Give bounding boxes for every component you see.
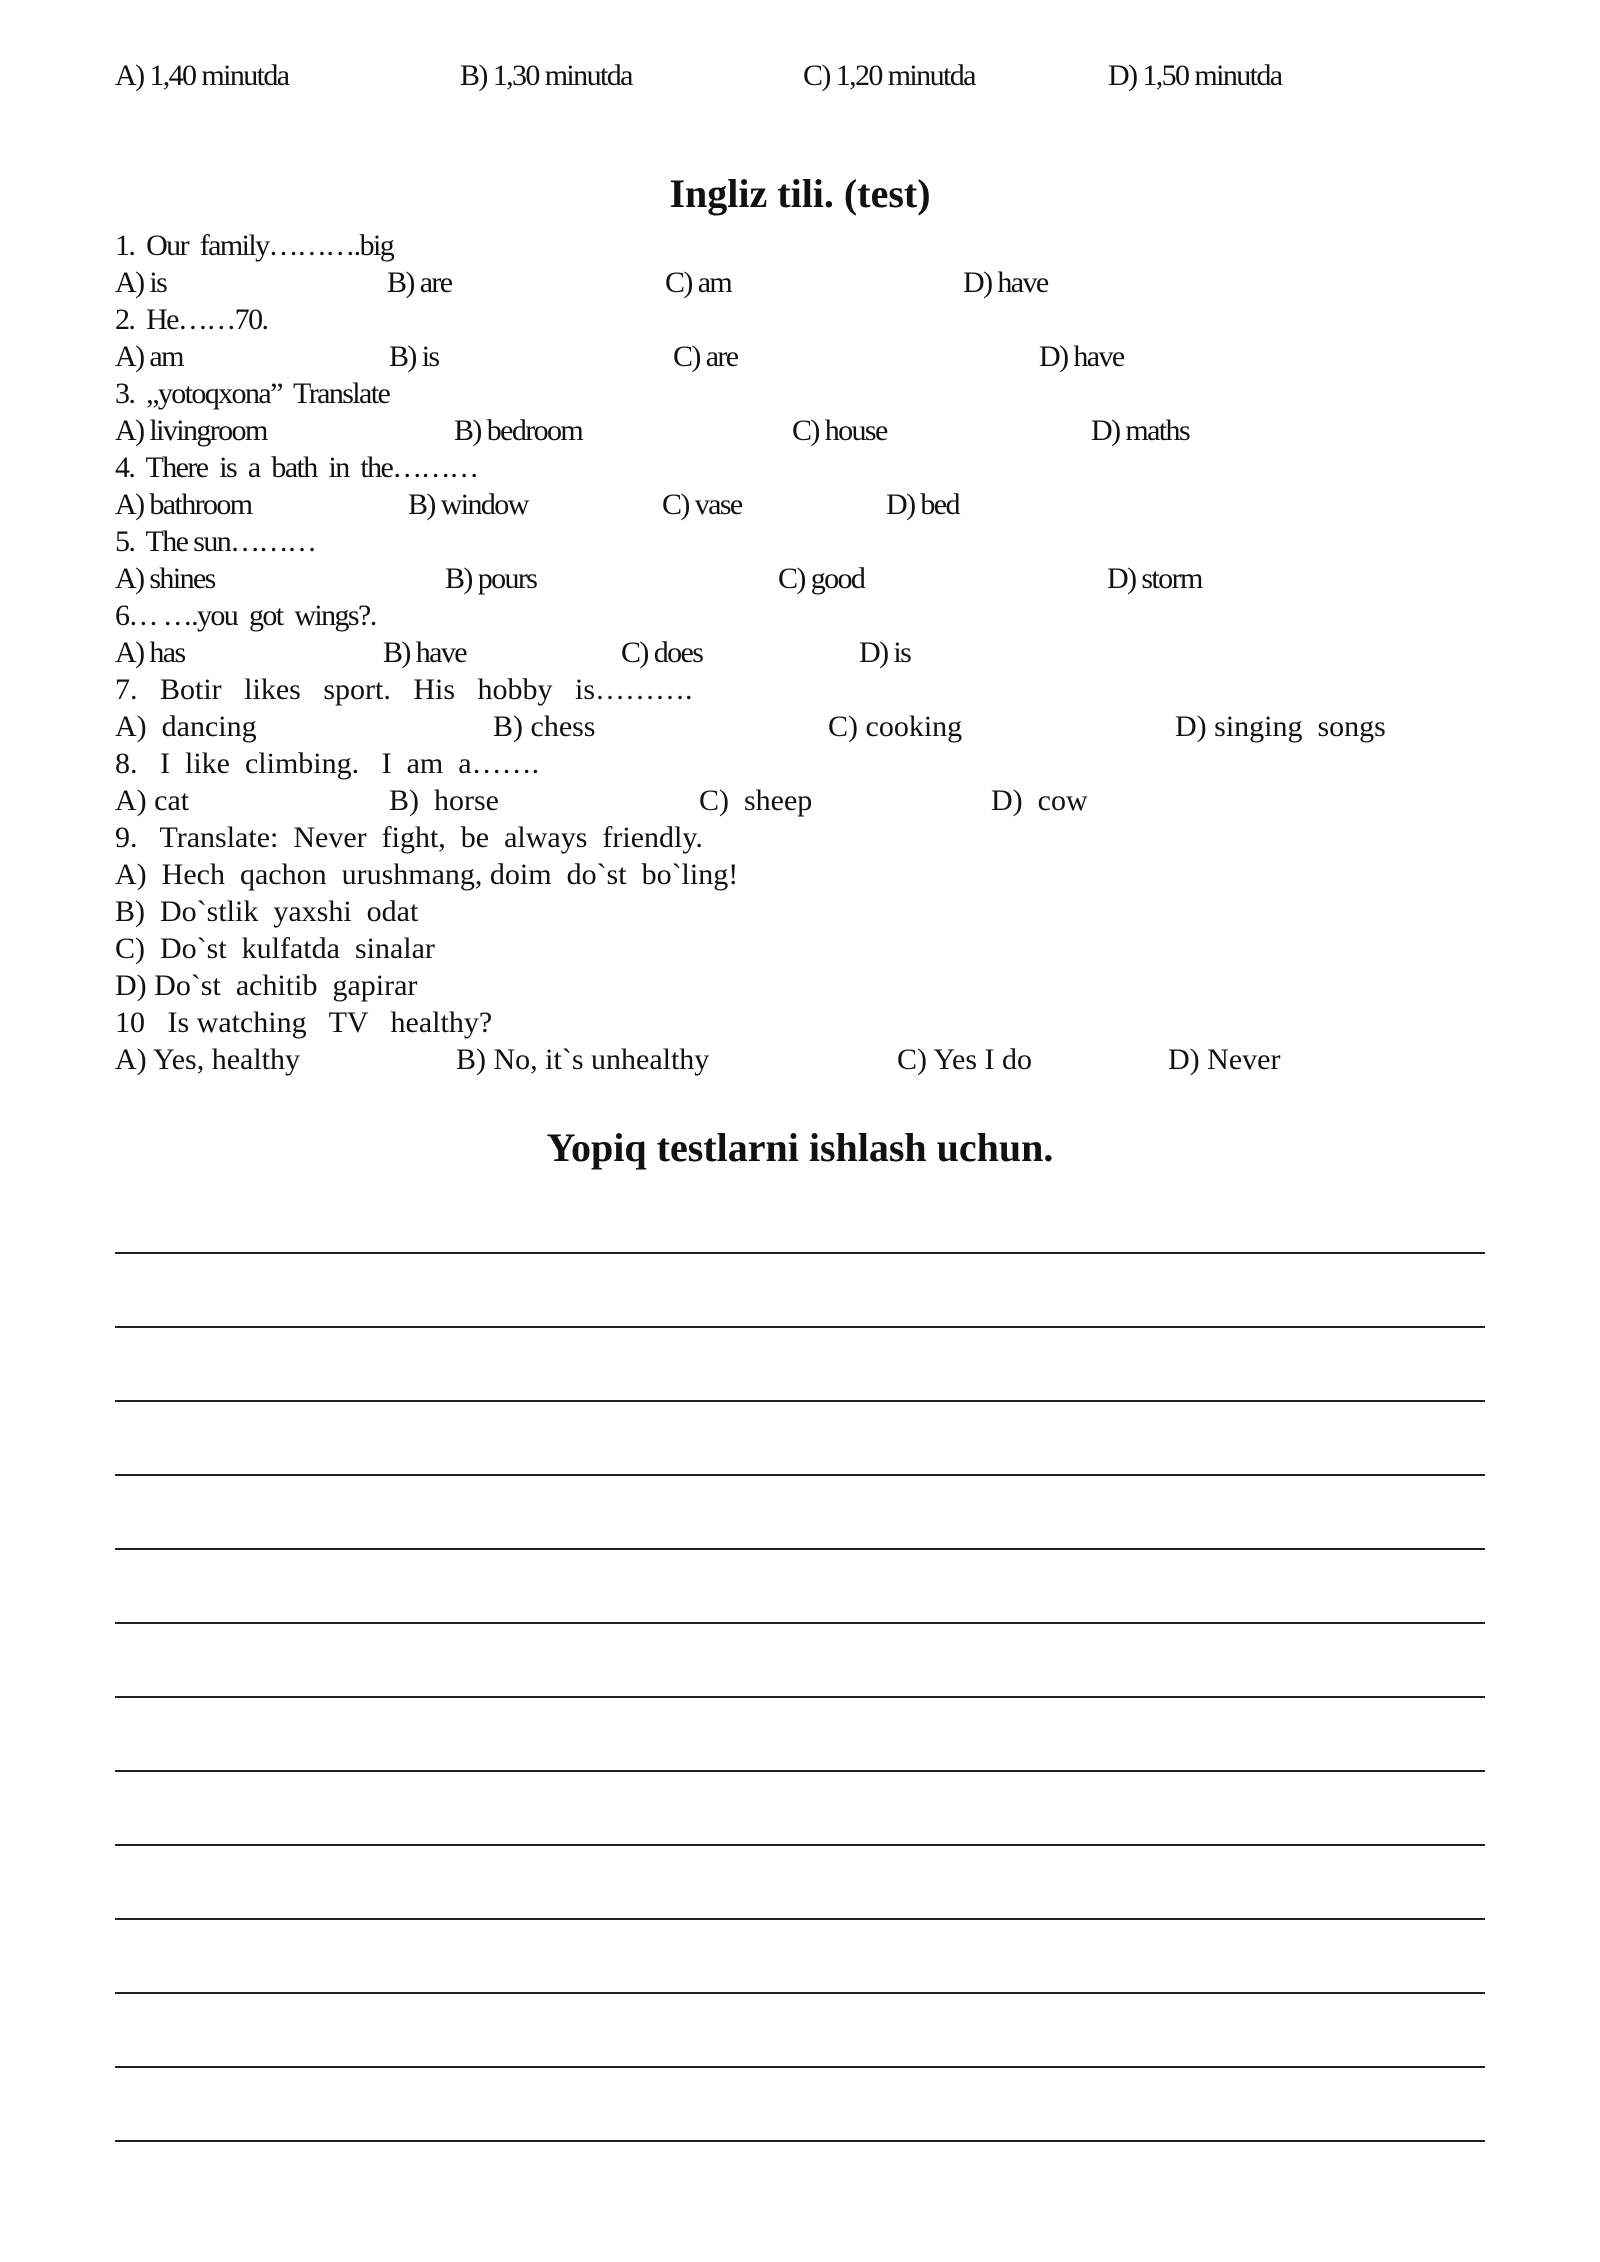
option-c: C) good — [778, 562, 865, 595]
option-c: C) sheep — [699, 784, 813, 817]
question-text: 7. Botir likes sport. His hobby is………. — [115, 673, 693, 706]
option-b: B) are — [387, 266, 452, 299]
option-d: D) have — [963, 266, 1048, 299]
option-a: A) has — [115, 636, 185, 669]
question-9-option-a — [115, 857, 1485, 893]
option-c: C) house — [792, 414, 887, 447]
option-c: C) cooking — [828, 710, 963, 743]
option-b: B) 1,30 minutda — [460, 59, 632, 92]
option-c: C) does — [621, 636, 703, 669]
option-d: D) maths — [1091, 414, 1190, 447]
answer-line — [115, 1770, 1485, 1772]
option-d: D) Never — [1168, 1043, 1281, 1076]
question-text: 5. The sun……… — [115, 525, 316, 558]
question-text: 1. Our family……….big — [115, 229, 394, 262]
question-text: 6… ….you got wings?. — [115, 599, 376, 632]
option-a: A) cat — [115, 784, 190, 817]
option-a: A) Yes, healthy — [115, 1043, 300, 1076]
option-b: B) No, it`s unhealthy — [456, 1043, 710, 1076]
question-8 — [115, 746, 1485, 782]
question-4 — [115, 450, 1485, 486]
option-d: D) 1,50 minutda — [1108, 59, 1282, 92]
answer-line — [115, 1548, 1485, 1550]
option-a: A) 1,40 minutda — [115, 59, 289, 92]
option-b: B) horse — [389, 784, 499, 817]
option-c: C) are — [673, 340, 738, 373]
question-9-option-c — [115, 931, 1485, 967]
answer-line — [115, 1992, 1485, 1994]
question-1-options — [115, 265, 1485, 301]
option-c: C) vase — [662, 488, 742, 521]
question-3-options — [115, 413, 1485, 449]
option-b: B) is — [389, 340, 439, 373]
question-5 — [115, 524, 1485, 560]
option-d: D) is — [859, 636, 911, 669]
answer-line — [115, 1622, 1485, 1624]
answer-line — [115, 1326, 1485, 1328]
answer-line — [115, 2066, 1485, 2068]
option-b: B) Do`stlik yaxshi odat — [115, 895, 419, 928]
question-9 — [115, 820, 1485, 856]
question-4-options — [115, 487, 1485, 523]
option-a: A) Hech qachon urushmang, doim do`st bo`ling! — [115, 858, 739, 891]
question-7 — [115, 672, 1485, 708]
answer-line — [115, 1252, 1485, 1254]
section-title: Ingliz tili. (test) — [669, 171, 931, 216]
answer-line — [115, 1918, 1485, 1920]
option-d: D) cow — [991, 784, 1088, 817]
question-text: 9. Translate: Never fight, be always friendly. — [115, 821, 703, 854]
question-text: 4. There is a bath in the……… — [115, 451, 478, 484]
question-9-option-b — [115, 894, 1485, 930]
option-c: C) am — [665, 266, 732, 299]
option-d: D) have — [1039, 340, 1124, 373]
option-c: C) Yes I do — [897, 1043, 1033, 1076]
question-1 — [115, 228, 1485, 264]
question-6 — [115, 598, 1485, 634]
question-5-options — [115, 561, 1485, 597]
option-a: A) is — [115, 266, 167, 299]
option-a: A) shines — [115, 562, 215, 595]
option-a: A) livingroom — [115, 414, 267, 447]
option-d: D) singing songs — [1175, 710, 1386, 743]
answer-line — [115, 2140, 1485, 2142]
question-text: 2. He……70. — [115, 303, 268, 336]
option-a: A) am — [115, 340, 183, 373]
question-10-options — [115, 1042, 1485, 1078]
option-b: B) have — [383, 636, 466, 669]
question-9-option-d — [115, 968, 1485, 1004]
option-b: B) pours — [445, 562, 537, 595]
option-d: D) bed — [886, 488, 959, 521]
closing-title: Yopiq testlarni ishlash uchun. — [546, 1125, 1054, 1170]
option-a: A) bathroom — [115, 488, 252, 521]
option-d: D) Do`st achitib gapirar — [115, 969, 418, 1002]
question-3 — [115, 376, 1485, 412]
top-options-row — [115, 58, 1485, 94]
answer-line — [115, 1474, 1485, 1476]
question-2-options — [115, 339, 1485, 375]
option-b: B) window — [408, 488, 528, 521]
question-text: 10 Is watching TV healthy? — [115, 1006, 493, 1039]
question-2 — [115, 302, 1485, 338]
option-a: A) dancing — [115, 710, 257, 743]
question-6-options — [115, 635, 1485, 671]
answer-line — [115, 1400, 1485, 1402]
option-b: B) bedroom — [454, 414, 583, 447]
question-8-options — [115, 783, 1485, 819]
option-d: D) storm — [1107, 562, 1202, 595]
question-text: 3. „yotoqxona” Translate — [115, 377, 390, 410]
answer-line — [115, 1696, 1485, 1698]
question-10 — [115, 1005, 1485, 1041]
question-text: 8. I like climbing. I am a……. — [115, 747, 540, 780]
answer-line — [115, 1844, 1485, 1846]
option-c: C) 1,20 minutda — [803, 59, 975, 92]
option-c: C) Do`st kulfatda sinalar — [115, 932, 435, 965]
option-b: B) chess — [493, 710, 596, 743]
question-7-options — [115, 709, 1485, 745]
